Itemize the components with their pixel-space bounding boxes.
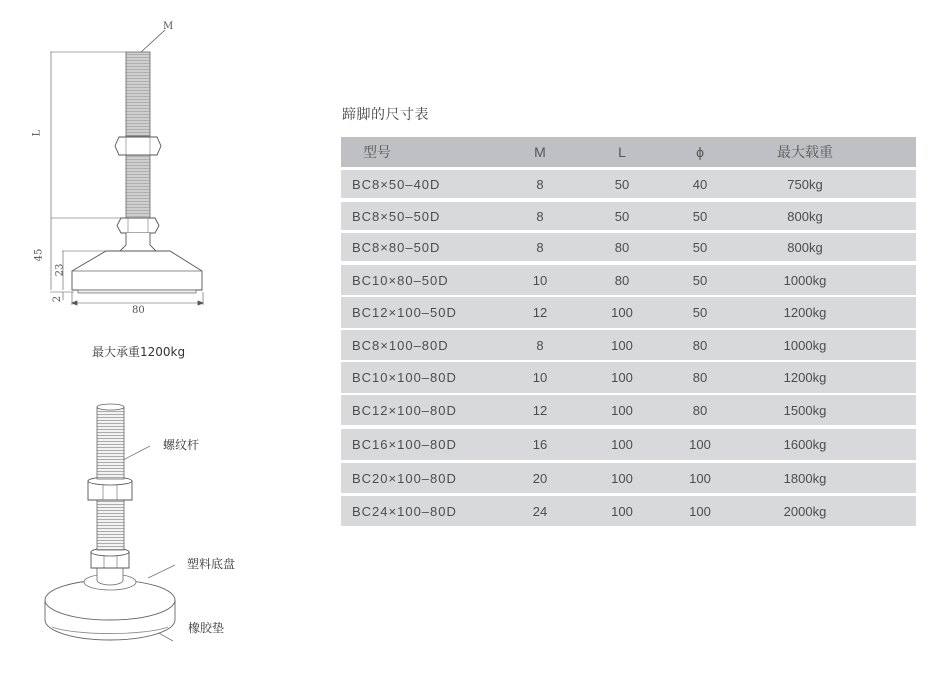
cell-model: BC8×50–40D — [352, 176, 441, 192]
cell-model: BC8×50–50D — [352, 208, 441, 224]
cell-phi: 50 — [692, 208, 708, 224]
length-dimension-label: L — [31, 129, 43, 137]
cell-max-load: 1500kg — [783, 402, 827, 418]
cell-l: 100 — [611, 305, 633, 320]
table-row — [341, 429, 916, 460]
cell-m: 12 — [532, 305, 548, 320]
cell-l: 100 — [611, 402, 633, 418]
cell-l: 100 — [611, 370, 633, 385]
cell-phi: 100 — [689, 470, 711, 486]
table-row — [341, 463, 916, 493]
cell-m: 20 — [532, 470, 548, 486]
table-row — [341, 395, 916, 425]
cell-m: 8 — [536, 239, 544, 255]
perspective-view — [45, 404, 175, 641]
plastic-base-label: 塑料底盘 — [187, 557, 236, 571]
header-max-load: 最大载重 — [777, 144, 833, 160]
cell-max-load: 1600kg — [783, 437, 827, 452]
cell-model: BC16×100–80D — [352, 437, 457, 452]
cell-model: BC8×100–80D — [352, 337, 449, 353]
cell-l: 80 — [614, 272, 630, 288]
cell-phi: 50 — [692, 239, 708, 255]
upper-nut-shape — [115, 137, 161, 155]
cell-max-load: 1200kg — [783, 370, 827, 385]
cell-m: 8 — [536, 208, 544, 224]
table-row — [341, 202, 916, 230]
cell-l: 50 — [614, 208, 630, 224]
cell-model: BC8×80–50D — [352, 239, 441, 255]
table-row — [341, 170, 916, 198]
table-row — [341, 362, 916, 393]
rubber-pad-label: 橡胶垫 — [188, 621, 225, 635]
cell-l: 100 — [611, 503, 633, 519]
leveling-foot-drawing — [0, 0, 300, 680]
diameter-dimension-label: 80 — [132, 305, 145, 316]
cell-model: BC12×100–50D — [352, 305, 457, 320]
cell-model: BC10×80–50D — [352, 272, 449, 288]
cell-max-load: 800kg — [787, 239, 823, 255]
cell-l: 100 — [611, 337, 633, 353]
height-total-dimension-label: 45 — [33, 248, 45, 262]
table-row — [341, 330, 916, 360]
cell-model: BC20×100–80D — [352, 470, 457, 486]
cell-m: 8 — [536, 176, 544, 192]
table-row — [341, 496, 916, 526]
cell-phi: 100 — [689, 437, 711, 452]
cell-l: 100 — [611, 437, 633, 452]
cell-m: 8 — [536, 337, 544, 353]
table-row — [341, 265, 916, 295]
cell-m: 24 — [532, 503, 548, 519]
cell-model: BC10×100–80D — [352, 370, 457, 385]
rod-lower — [126, 155, 150, 218]
header-model: 型号 — [363, 144, 391, 160]
cell-max-load: 1000kg — [783, 337, 827, 353]
cell-max-load: 2000kg — [783, 503, 827, 519]
cell-phi: 100 — [689, 503, 711, 519]
height-base-dimension-label: 23 — [54, 263, 66, 277]
cell-phi: 80 — [692, 370, 708, 385]
cell-model: BC12×100–80D — [352, 402, 457, 418]
threaded-rod-label: 螺纹杆 — [163, 438, 200, 452]
max-load-caption: 最大承重1200kg — [92, 345, 186, 359]
cell-l: 80 — [614, 239, 630, 255]
cell-max-load: 750kg — [787, 176, 823, 192]
pad-shape — [78, 290, 196, 293]
cell-l: 100 — [611, 470, 633, 486]
cell-max-load: 1200kg — [783, 305, 827, 320]
cell-phi: 50 — [692, 305, 708, 320]
cell-m: 12 — [532, 402, 548, 418]
pad-thickness-dimension-label: 2 — [52, 295, 64, 303]
cell-m: 10 — [532, 370, 548, 385]
cell-l: 50 — [614, 176, 630, 192]
cell-m: 16 — [532, 437, 548, 452]
thread-dimension-label: M — [163, 21, 174, 32]
cell-m: 10 — [532, 272, 548, 288]
cell-phi: 80 — [692, 337, 708, 353]
table-row — [341, 297, 916, 328]
cell-model: BC24×100–80D — [352, 503, 457, 519]
table-title: 蹄脚的尺寸表 — [342, 107, 429, 123]
cell-max-load: 1800kg — [783, 470, 827, 486]
base-shape — [72, 251, 202, 290]
table-row — [341, 233, 916, 261]
dimension-drawing-svg — [0, 0, 300, 680]
cell-phi: 40 — [692, 176, 708, 192]
cell-max-load: 800kg — [787, 208, 823, 224]
lower-nut-shape — [117, 218, 159, 233]
cell-max-load: 1000kg — [783, 272, 827, 288]
cell-phi: 50 — [692, 272, 708, 288]
cell-phi: 80 — [692, 402, 708, 418]
rod-upper — [126, 52, 150, 136]
header-m: M — [534, 144, 546, 160]
header-phi: ϕ — [696, 144, 704, 160]
header-l: L — [618, 144, 626, 160]
table-header-row — [341, 137, 916, 167]
